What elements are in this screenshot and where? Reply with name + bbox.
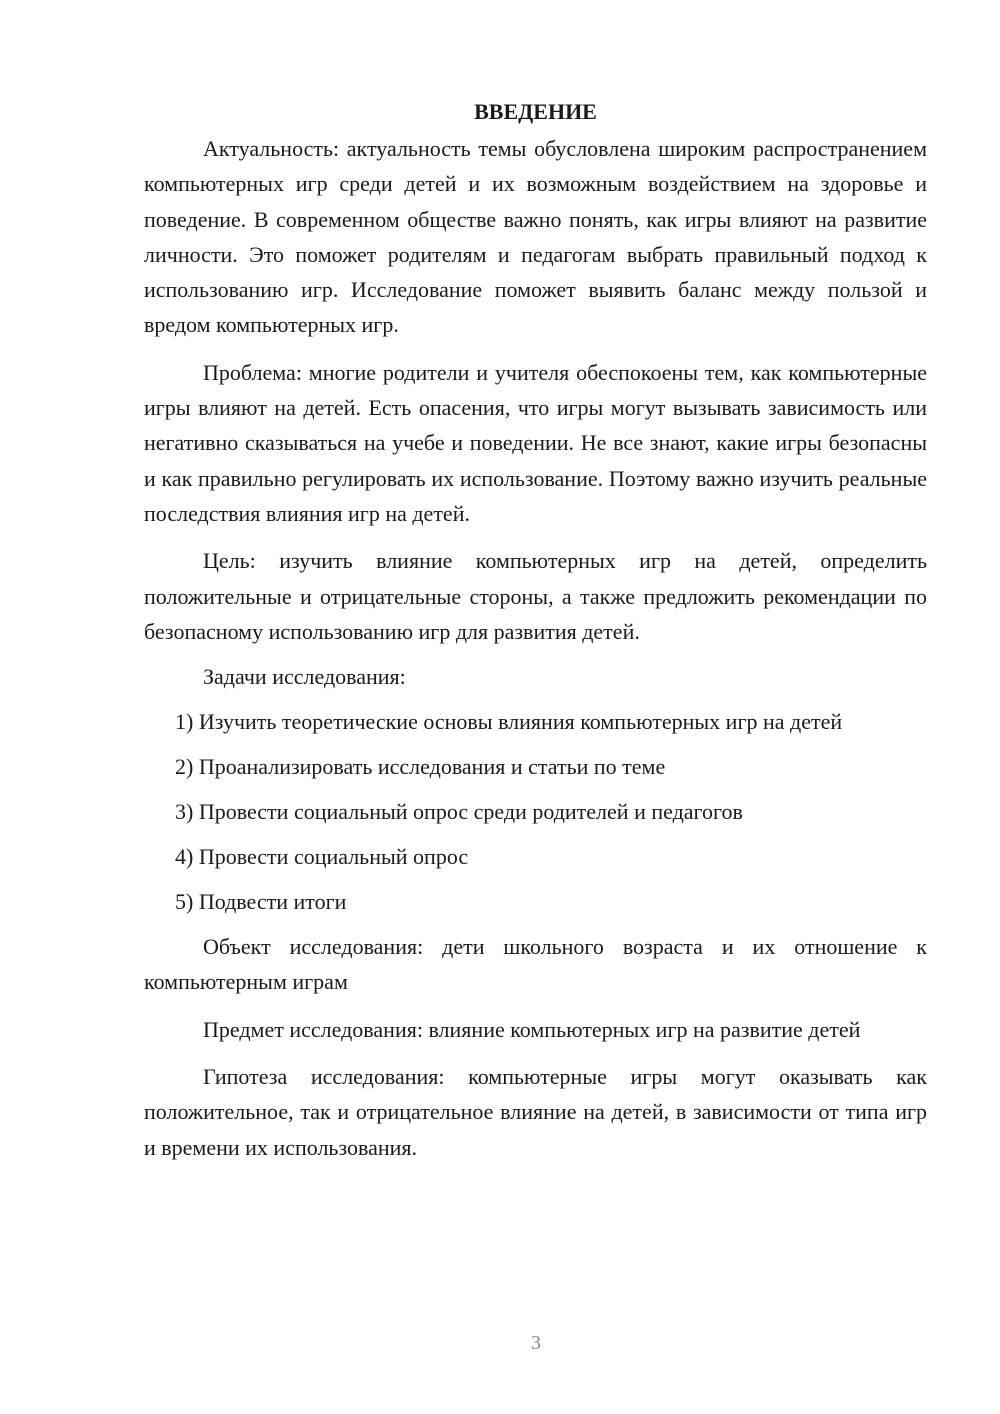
relevance-paragraph: Актуальность: актуальность темы обусловлена широким распространением компьютерных игр среди детей и их возможным воздействием на здоровье и поведение. В современном обществе важно понять, как игры влияют на развитие личности. Это поможет родителям и педагогам выбрать правильный подход к использованию игр. Исследование поможет выявить баланс между пользой и вредом компьютерных игр. — [144, 136, 927, 338]
tasks-heading: Задачи исследования: — [203, 664, 406, 690]
page-title: ВВЕДЕНИЕ — [474, 99, 597, 124]
subject-paragraph: Предмет исследования: влияние компьютерных игр на развитие детей — [203, 1016, 861, 1042]
document-page — [144, 94, 927, 1165]
object-paragraph: Объект исследования: дети школьного возраста и их отношение к компьютерным играм — [144, 934, 927, 995]
page-number: 3 — [531, 1332, 541, 1354]
task-item-5: 5) Подвести итоги — [175, 889, 347, 915]
goal-paragraph: Цель: изучить влияние компьютерных игр на детей, определить положительные и отрицательные стороны, а также предложить рекомендации по безопасному использованию игр для развития детей. — [144, 548, 927, 644]
task-item-4: 4) Провести социальный опрос — [175, 844, 469, 870]
task-item-1: 1) Изучить теоретические основы влияния компьютерных игр на детей — [175, 709, 843, 735]
task-item-3: 3) Провести социальный опрос среди родителей и педагогов — [175, 799, 743, 825]
problem-paragraph: Проблема: многие родители и учителя обеспокоены тем, как компьютерные игры влияют на детей. Есть опасения, что игры могут вызывать зависимость или негативно сказываться на учебе и поведении. Не все знают, какие игры безопасны и как правильно регулировать их использование. Поэтому важно изучить реальные последствия влияния игр на детей. — [144, 359, 927, 526]
task-item-2: 2) Проанализировать исследования и статьи по теме — [175, 754, 666, 780]
hypothesis-paragraph: Гипотеза исследования: компьютерные игры могут оказывать как положительное, так и отрицательное влияние на детей, в зависимости от типа игр и времени их использования. — [144, 1064, 927, 1160]
